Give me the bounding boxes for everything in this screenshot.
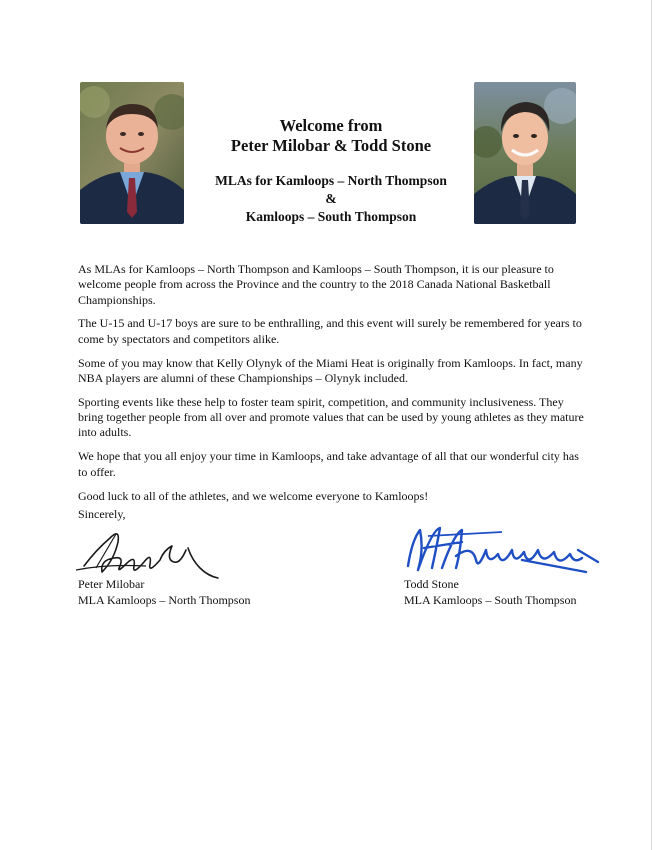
portrait-todd-stone [474,82,576,224]
body-paragraph: Good luck to all of the athletes, and we welcome everyone to Kamloops! [78,488,429,503]
welcome-line-2: Peter Milobar & Todd Stone [230,136,432,155]
signature-peter-milobar [76,520,226,584]
mla-line-2: & [325,191,337,206]
body-paragraph: As MLAs for Kamloops – North Thompson and Kamloops – South Thompson, it is our pleasure to welcome people from across the Province and the country to the 2018 Canada National Basketball Championships. [78,262,554,307]
portrait-peter-milobar [80,82,184,224]
welcome-title [190,116,472,156]
page-edge [651,0,652,850]
welcome-line-1: Welcome from [279,116,383,135]
signer-title: MLA Kamloops – South Thompson [404,592,577,607]
mla-line-1: MLAs for Kamloops – North Thompson [215,173,447,188]
signer-name: Peter Milobar [78,577,145,591]
letter-header [190,116,472,226]
signer-name: Todd Stone [404,577,459,591]
letter-body [78,262,584,512]
signer-block-milobar [78,577,250,608]
body-paragraph: Some of you may know that Kelly Olynyk of the Miami Heat is originally from Kamloops. In fact, many NBA players are alumni of these Championships – Olynyk included. [78,355,583,385]
signature-todd-stone [402,520,602,580]
closing-salutation: Sincerely, [78,507,126,521]
body-paragraph: We hope that you all enjoy your time in Kamloops, and take advantage of all that our wonderful city has to offer. [78,449,579,479]
mla-line-3: Kamloops – South Thompson [245,209,417,224]
signer-block-stone [404,577,576,608]
body-paragraph: The U-15 and U-17 boys are sure to be enthralling, and this event will surely be remembered for years to come by spectators and competitors alike. [78,316,582,346]
body-paragraph: Sporting events like these help to foster team spirit, competition, and community inclusiveness. They bring together people from all over and promote values that can be used by young athletes as they mature into adults. [78,394,584,440]
signer-title: MLA Kamloops – North Thompson [78,592,251,607]
mla-subtitle [190,172,472,226]
